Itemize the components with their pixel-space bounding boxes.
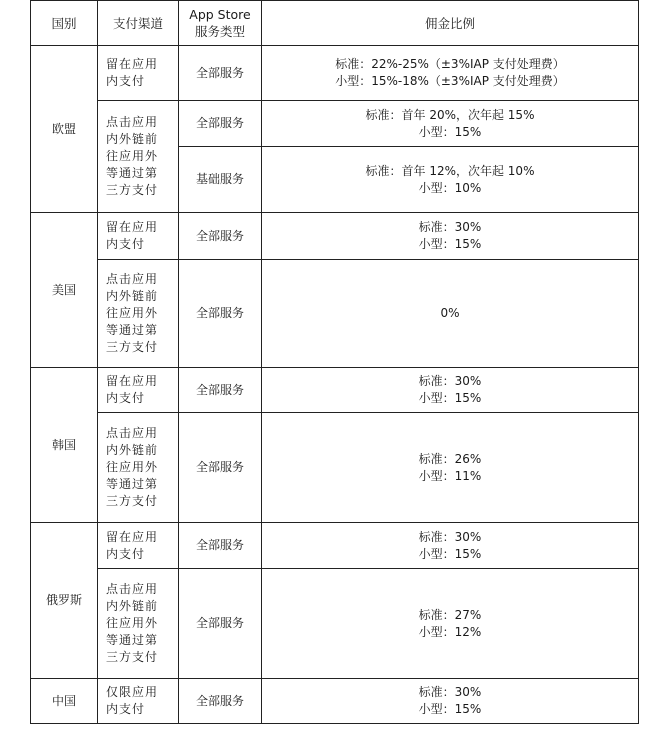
table-row [31,679,639,724]
channel-cell: 点击应用内外链前往应用外等通过第三方支付 [98,569,179,679]
commission-cell: 标准：30% 小型：15% [262,213,639,260]
channel-cell: 留在应用内支付 [98,46,179,101]
header-country: 国别 [31,1,98,46]
commission-cell: 0% [262,260,639,368]
channel-cell: 留在应用内支付 [98,368,179,413]
service-cell: 全部服务 [179,368,262,413]
service-cell: 基础服务 [179,147,262,213]
channel-cell: 点击应用内外链前往应用外等通过第三方支付 [98,101,179,213]
channel-cell: 点击应用内外链前往应用外等通过第三方支付 [98,413,179,523]
channel-cell: 留在应用内支付 [98,523,179,569]
commission-cell: 标准：27% 小型：12% [262,569,639,679]
header-commission: 佣金比例 [262,1,639,46]
commission-cell: 标准：22%-25%（±3%IAP 支付处理费） 小型：15%-18%（±3%IAP 支付处理费） [262,46,639,101]
commission-cell: 标准：30% 小型：15% [262,679,639,724]
country-eu: 欧盟 [31,46,98,213]
header-channel: 支付渠道 [98,1,179,46]
country-korea: 韩国 [31,368,98,523]
header-row [31,1,639,46]
country-us: 美国 [31,213,98,368]
service-cell: 全部服务 [179,101,262,147]
channel-cell: 留在应用内支付 [98,213,179,260]
commission-cell: 标准：首年 12%，次年起 10% 小型：10% [262,147,639,213]
channel-cell: 仅限应用内支付 [98,679,179,724]
channel-cell: 点击应用内外链前往应用外等通过第三方支付 [98,260,179,368]
table-row [31,101,639,147]
country-russia: 俄罗斯 [31,523,98,679]
service-cell: 全部服务 [179,413,262,523]
service-cell: 全部服务 [179,46,262,101]
service-cell: 全部服务 [179,679,262,724]
country-china: 中国 [31,679,98,724]
table-row [31,46,639,101]
table-row [31,523,639,569]
header-service-type: App Store 服务类型 [179,1,262,46]
commission-cell: 标准：26% 小型：11% [262,413,639,523]
service-cell: 全部服务 [179,523,262,569]
service-cell: 全部服务 [179,569,262,679]
commission-cell: 标准：首年 20%，次年起 15% 小型：15% [262,101,639,147]
service-cell: 全部服务 [179,260,262,368]
table-row [31,213,639,260]
commission-table [30,0,639,724]
commission-cell: 标准：30% 小型：15% [262,368,639,413]
commission-cell: 标准：30% 小型：15% [262,523,639,569]
service-cell: 全部服务 [179,213,262,260]
table-row [31,368,639,413]
table-row [31,569,639,679]
table-row [31,260,639,368]
table-row [31,413,639,523]
